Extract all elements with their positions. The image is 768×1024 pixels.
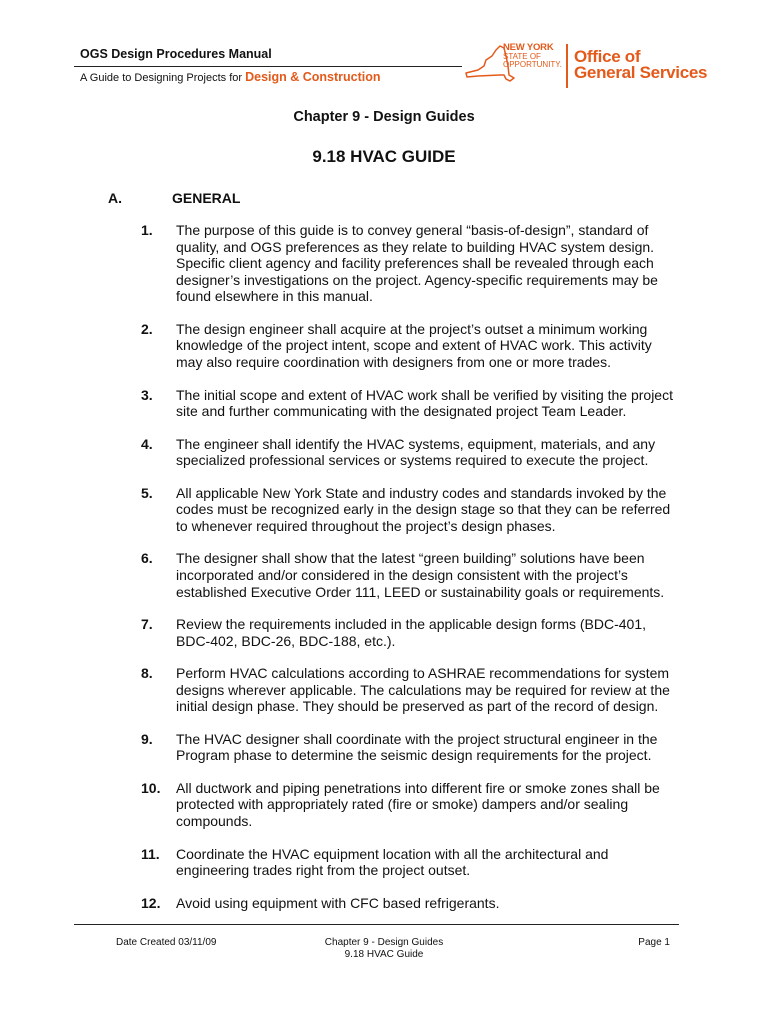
item-number: 12.	[141, 894, 161, 911]
footer-page-number: Page 1	[638, 937, 670, 948]
item-number: 8.	[141, 665, 153, 682]
list-item	[141, 616, 681, 649]
footer-chapter	[284, 937, 484, 960]
list-item	[141, 846, 681, 879]
item-number: 2.	[141, 320, 153, 337]
subsection-title: GENERAL	[172, 190, 241, 206]
ny-state-line2: STATE OF	[503, 51, 541, 61]
list-item	[141, 387, 681, 420]
logo-divider	[566, 44, 568, 88]
item-text: The engineer shall identify the HVAC systems, equipment, materials, and any specialized professional services or systems required to execute the project.	[176, 435, 656, 469]
requirements-list	[141, 222, 681, 927]
item-text: The purpose of this guide is to convey general “basis-of-design”, standard of quality, and OGS preferences as they relate to building HVAC system design. Specific client agency and facility preferences shall be revealed through each designer’s investigations on the project. Agency-specific requirements may be found elsewhere in this manual.	[176, 222, 658, 305]
list-item	[141, 485, 681, 535]
list-item	[141, 895, 681, 912]
item-number: 11.	[141, 845, 160, 862]
footer-rule	[74, 924, 679, 925]
subsection-letter: A.	[108, 190, 122, 206]
item-number: 9.	[141, 730, 153, 747]
section-title: 9.18 HVAC GUIDE	[312, 147, 456, 166]
footer-chapter-line1: Chapter 9 - Design Guides	[324, 937, 444, 948]
item-text: The HVAC designer shall coordinate with the project structural engineer in the Program phase to determine the seismic design requirements for the project.	[176, 730, 658, 764]
list-item	[141, 731, 681, 764]
agency-name-line1: Office of	[574, 47, 641, 66]
item-number: 5.	[141, 484, 153, 501]
item-text: All ductwork and piping penetrations into different fire or smoke zones shall be protected with appropriately rated (fire or smoke) dampers and/or sealing compounds.	[176, 779, 660, 830]
ny-state-wordmark	[503, 44, 563, 70]
item-text: The initial scope and extent of HVAC work shall be verified by visiting the project site and further communicating with the designated project Team Leader.	[176, 386, 673, 420]
list-item	[141, 222, 681, 305]
item-number: 10.	[141, 779, 161, 796]
item-text: Perform HVAC calculations according to ASHRAE recommendations for system designs wherever applicable. The calculations may be required for review at the initial design phase. They should be preserved as part of the record of design.	[176, 665, 670, 715]
ny-state-name: NEW YORK	[503, 42, 554, 53]
item-text: All applicable New York State and industry codes and standards invoked by the codes must be recognized early in the design stage so that they can be referred to whenever required throughout the project’s design phases.	[176, 484, 671, 534]
agency-name	[574, 49, 707, 81]
list-item	[141, 436, 681, 469]
item-text: Coordinate the HVAC equipment location with all the architectural and engineering trades right from the project outset.	[176, 845, 609, 879]
header-rule	[74, 66, 462, 67]
list-item	[141, 665, 681, 715]
item-text: Avoid using equipment with CFC based refrigerants.	[176, 894, 500, 911]
footer-chapter-line2: 9.18 HVAC Guide	[344, 948, 424, 960]
item-number: 6.	[141, 550, 153, 567]
item-number: 1.	[141, 222, 153, 238]
list-item	[141, 550, 681, 600]
manual-title: OGS Design Procedures Manual	[80, 47, 272, 61]
item-text: Review the requirements included in the applicable design forms (BDC-401, BDC-402, BDC-26, BDC-188, etc.).	[176, 616, 647, 649]
chapter-title: Chapter 9 - Design Guides	[293, 109, 475, 125]
item-text: The designer shall show that the latest “green building” solutions have been incorporated and/or considered in the design consistent with the project’s established Executive Order 111, LEED or sustainability goals or requirements.	[176, 550, 665, 600]
guide-subtitle	[80, 70, 381, 84]
item-text: The design engineer shall acquire at the project’s outset a minimum working knowledge of the project intent, scope and extent of HVAC work. This activity may also require coordination with designers from one or more trades.	[176, 320, 652, 371]
item-number: 4.	[141, 435, 153, 452]
item-number: 7.	[141, 616, 153, 633]
ny-state-line3: OPPORTUNITY.	[503, 60, 562, 69]
guide-prefix: A Guide to Designing Projects for	[80, 72, 246, 84]
list-item	[141, 321, 681, 371]
item-number: 3.	[141, 386, 153, 403]
list-item	[141, 780, 681, 830]
guide-accent: Design & Construction	[245, 70, 381, 84]
agency-name-line2: General Services	[574, 63, 708, 82]
footer-date: Date Created 03/11/09	[116, 937, 217, 948]
